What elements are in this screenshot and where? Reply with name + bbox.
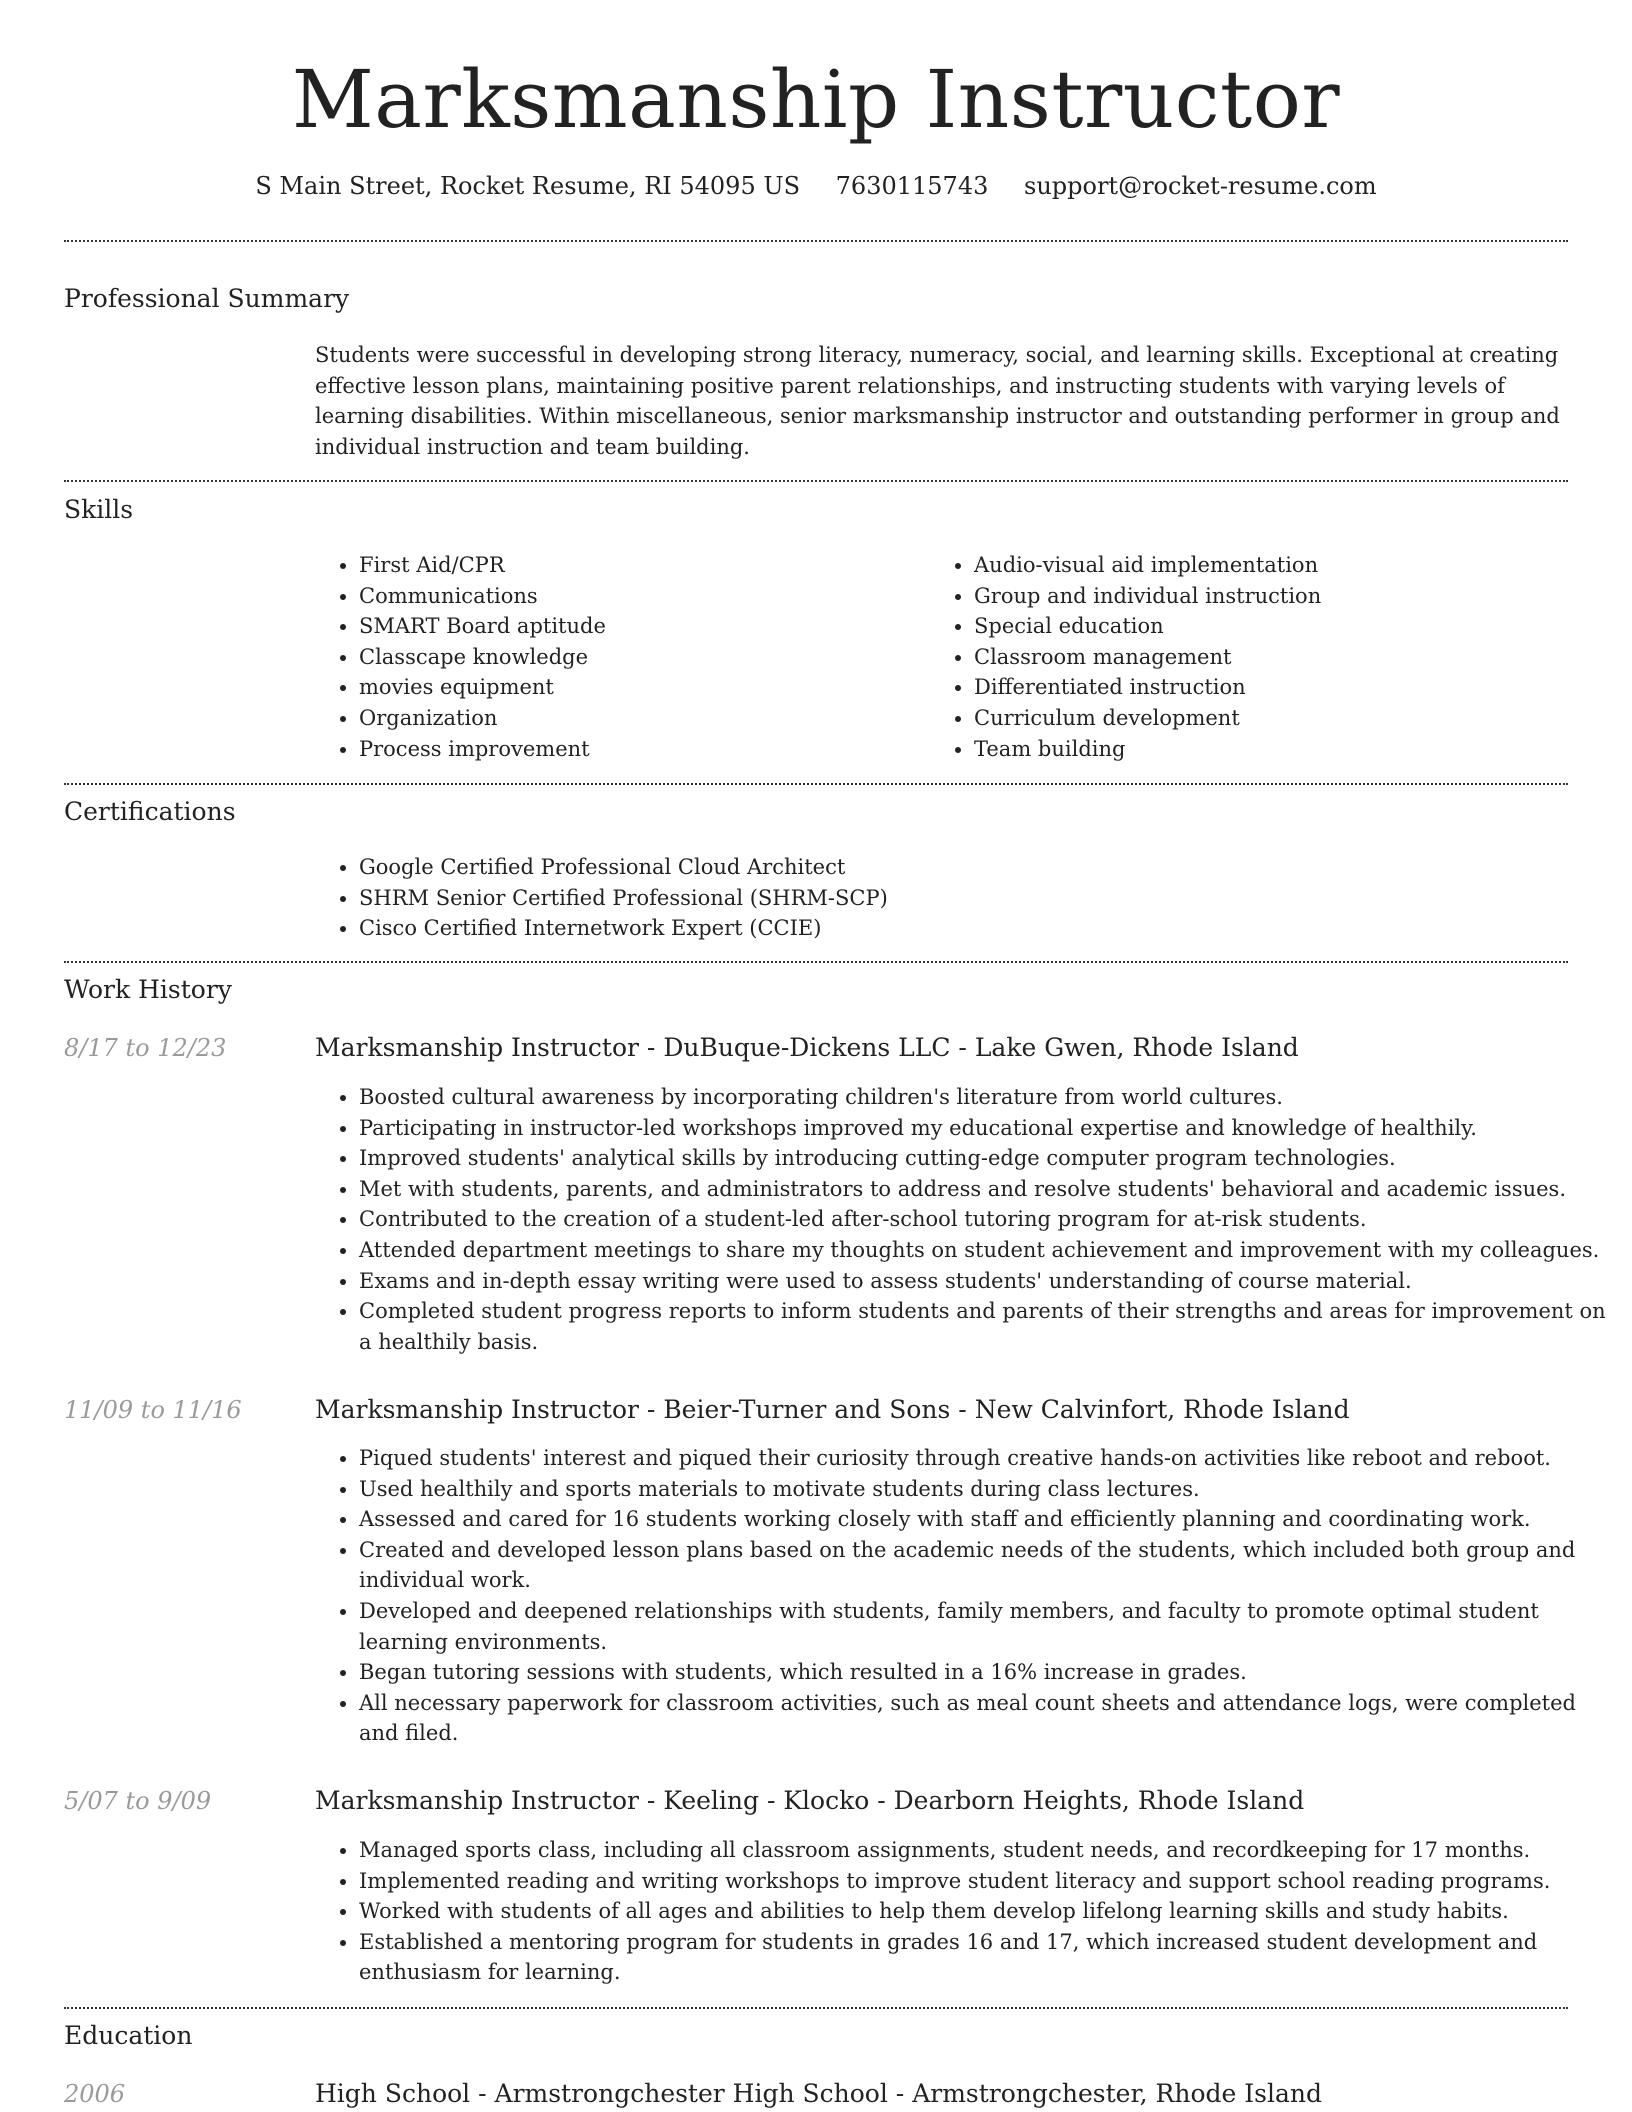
job-bullets [315, 1082, 1609, 1357]
job-bullet: • Created and developed lesson plans based on the academic needs of the students, which included both group and individual work. [359, 1535, 1609, 1596]
divider [64, 480, 1568, 482]
skill-item: • First Aid/CPR [359, 550, 606, 581]
job-bullet: • All necessary paperwork for classroom activities, such as meal count sheets and attendance logs, were completed and filed. [359, 1688, 1609, 1749]
job-bullet: • Implemented reading and writing workshops to improve student literacy and support school reading programs. [359, 1866, 1609, 1897]
skill-item: • Differentiated instruction [974, 672, 1321, 703]
job-bullet: • Met with students, parents, and administrators to address and resolve students' behavioral and academic issues. [359, 1174, 1609, 1205]
skills-list-left [315, 550, 606, 764]
job-bullet: • Managed sports class, including all classroom assignments, student needs, and recordkeeping for 17 months. [359, 1835, 1609, 1866]
job-heading: Marksmanship Instructor - Keeling - Klocko - Dearborn Heights, Rhode Island [315, 1786, 1305, 1815]
job-heading: Marksmanship Instructor - Beier-Turner and Sons - New Calvinfort, Rhode Island [315, 1395, 1350, 1424]
job-bullets [315, 1443, 1609, 1749]
certifications-list [315, 852, 888, 944]
section-title-education: Education [64, 2021, 193, 2050]
skill-item: • Classroom management [974, 642, 1321, 673]
job-bullet: • Boosted cultural awareness by incorporating children's literature from world cultures. [359, 1082, 1609, 1113]
skill-item: • SMART Board aptitude [359, 611, 606, 642]
certification-item: • Google Certified Professional Cloud Architect [359, 852, 888, 883]
job-bullet: • Began tutoring sessions with students, which resulted in a 16% increase in grades. [359, 1657, 1609, 1688]
section-title-skills: Skills [64, 495, 134, 524]
skill-item: • Organization [359, 703, 606, 734]
education-heading: High School - Armstrongchester High School - Armstrongchester, Rhode Island [315, 2079, 1322, 2108]
job-heading: Marksmanship Instructor - DuBuque-Dickens LLC - Lake Gwen, Rhode Island [315, 1033, 1299, 1062]
skill-item: • Classcape knowledge [359, 642, 606, 673]
skill-item: • Group and individual instruction [974, 581, 1321, 612]
skill-item: • Curriculum development [974, 703, 1321, 734]
contact-line [0, 170, 1632, 202]
contact-phone: 7630115743 [835, 172, 989, 200]
certification-item: • Cisco Certified Internetwork Expert (CCIE) [359, 913, 888, 944]
job-bullet: • Used healthily and sports materials to motivate students during class lectures. [359, 1474, 1609, 1505]
job-dates: 8/17 to 12/23 [64, 1034, 227, 1062]
contact-email: support@rocket-resume.com [1024, 172, 1377, 200]
divider [64, 961, 1568, 963]
resume-name: Marksmanship Instructor [291, 53, 1341, 146]
skills-list-right [930, 550, 1321, 764]
section-title-work-history: Work History [64, 975, 232, 1004]
job-bullet: • Improved students' analytical skills by introducing cutting-edge computer program technologies. [359, 1143, 1609, 1174]
job-bullet: • Worked with students of all ages and abilities to help them develop lifelong learning skills and study habits. [359, 1896, 1609, 1927]
job-bullet: • Exams and in-depth essay writing were used to assess students' understanding of course material. [359, 1266, 1609, 1297]
job-bullet: • Assessed and cared for 16 students working closely with staff and efficiently planning and coordinating work. [359, 1504, 1609, 1535]
job-bullet: • Participating in instructor-led workshops improved my educational expertise and knowledge of healthily. [359, 1113, 1609, 1144]
divider [64, 783, 1568, 785]
section-title-certifications: Certifications [64, 797, 236, 826]
job-dates: 11/09 to 11/16 [64, 1396, 242, 1424]
contact-address: S Main Street, Rocket Resume, RI 54095 US [255, 172, 801, 200]
divider [64, 240, 1568, 242]
job-bullets [315, 1835, 1609, 1988]
divider [64, 2007, 1568, 2009]
education-date: 2006 [64, 2080, 126, 2108]
job-bullet: • Developed and deepened relationships with students, family members, and faculty to promote optimal student learning environments. [359, 1596, 1609, 1657]
summary-text: Students were successful in developing strong literacy, numeracy, social, and learning skills. Exceptional at creating effective lesson plans, maintaining positive parent relationships, and instructing students with varying levels of learning disabilities. Within miscellaneous, senior marksmanship instructor and outstanding performer in group and individual instruction and team building. [315, 343, 1560, 459]
section-title-summary: Professional Summary [64, 284, 350, 313]
job-dates: 5/07 to 9/09 [64, 1787, 212, 1815]
job-bullet: • Attended department meetings to share my thoughts on student achievement and improvement with my colleagues. [359, 1235, 1609, 1266]
job-bullet: • Piqued students' interest and piqued their curiosity through creative hands-on activities like reboot and reboot. [359, 1443, 1609, 1474]
skill-item: • Team building [974, 734, 1321, 765]
certification-item: • SHRM Senior Certified Professional (SHRM-SCP) [359, 883, 888, 914]
skill-item: • Process improvement [359, 734, 606, 765]
skill-item: • Communications [359, 581, 606, 612]
skill-item: • Special education [974, 611, 1321, 642]
job-bullet: • Completed student progress reports to inform students and parents of their strengths and areas for improvement on a healthily basis. [359, 1296, 1609, 1357]
job-bullet: • Contributed to the creation of a student-led after-school tutoring program for at-risk students. [359, 1204, 1609, 1235]
skill-item: • Audio-visual aid implementation [974, 550, 1321, 581]
job-bullet: • Established a mentoring program for students in grades 16 and 17, which increased student development and enthusiasm for learning. [359, 1927, 1609, 1988]
skill-item: • movies equipment [359, 672, 606, 703]
